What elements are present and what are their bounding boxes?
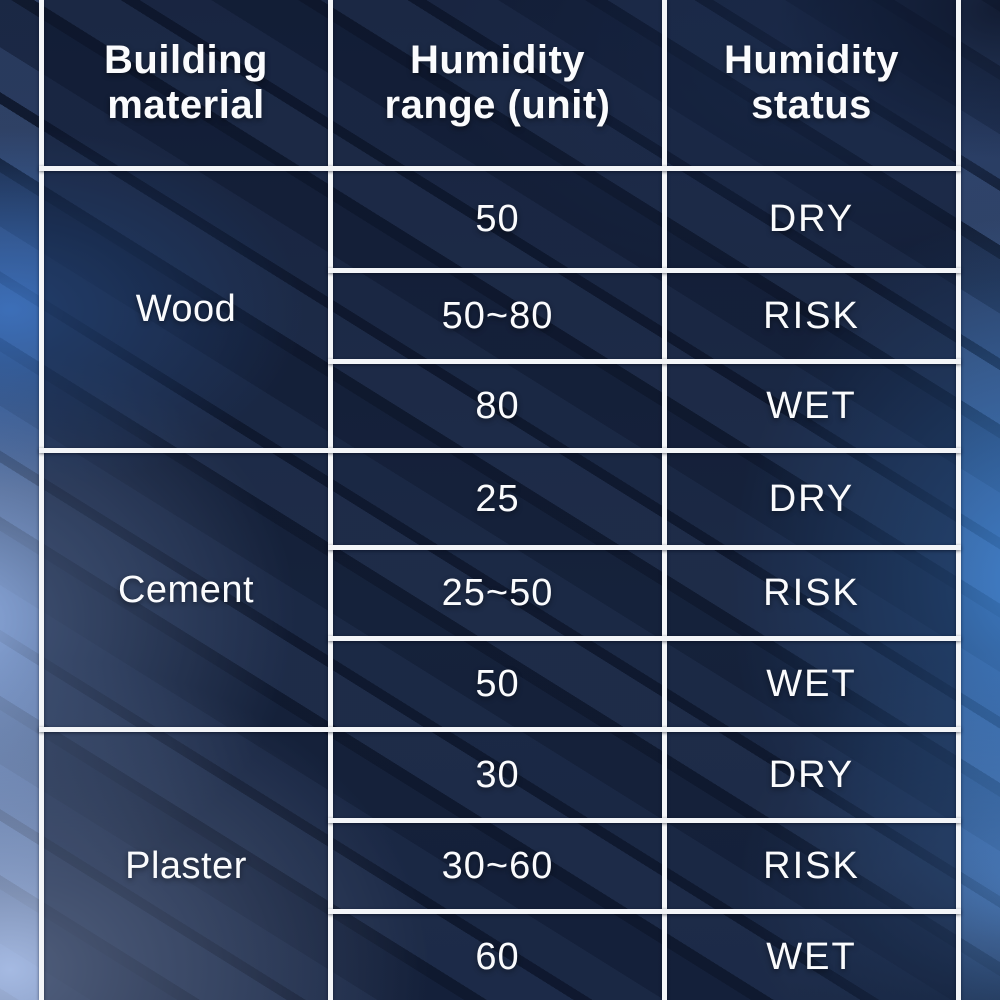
- material-cell-plaster: Plaster: [125, 844, 247, 887]
- range-cell: 80: [475, 384, 520, 427]
- range-cell: 25~50: [441, 571, 554, 614]
- status-cell: RISK: [763, 294, 860, 337]
- status-cell: WET: [766, 662, 857, 705]
- status-cell: RISK: [763, 844, 860, 887]
- range-cell: 30: [475, 753, 520, 796]
- material-cell-wood: Wood: [135, 288, 237, 330]
- header-label: Building material: [104, 38, 268, 127]
- range-cell: 50: [475, 198, 520, 240]
- material-cell-cement: Cement: [117, 568, 255, 611]
- header-cell-building-material: [44, 0, 328, 166]
- range-cell: 50: [475, 662, 520, 705]
- status-cell: DRY: [768, 477, 855, 520]
- status-cell: WET: [766, 935, 857, 978]
- status-cell: DRY: [768, 198, 855, 240]
- status-cell: WET: [766, 384, 857, 427]
- range-cell: 25: [475, 477, 520, 520]
- status-cell: RISK: [763, 571, 860, 614]
- range-cell: 50~80: [441, 294, 554, 337]
- range-cell: 60: [475, 935, 520, 978]
- header-cell-humidity-status: [667, 0, 956, 166]
- status-cell: DRY: [768, 753, 855, 796]
- grid-line-vertical: [956, 0, 961, 1000]
- header-cell-humidity-range: [333, 0, 662, 166]
- header-label: Humidity range (unit): [384, 38, 611, 127]
- header-label: Humidity status: [723, 38, 900, 127]
- range-cell: 30~60: [441, 844, 554, 887]
